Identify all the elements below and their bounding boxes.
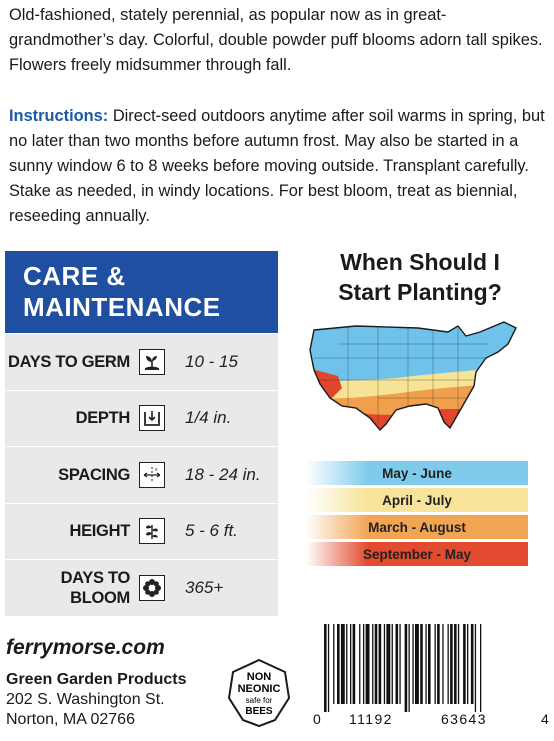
care-row-depth (5, 390, 278, 447)
barcode-bar (372, 624, 373, 704)
barcode-bar (442, 624, 443, 704)
barcode-bar (375, 624, 378, 704)
barcode-bar (435, 624, 436, 704)
barcode-bar (346, 624, 347, 704)
depth-icon (139, 405, 165, 431)
care-row-days-to-bloom (5, 559, 278, 616)
spacing-icon (139, 462, 165, 488)
planting-title-line2: Start Planting? (338, 279, 502, 305)
care-title-line1: CARE & (23, 261, 126, 291)
barcode-bar (458, 624, 459, 704)
care-row-days-to-germ (5, 333, 278, 390)
badge-line4: BEES (245, 706, 273, 717)
barcode-right-digits: 63643 (441, 711, 487, 727)
plant-height-icon (139, 518, 165, 544)
street-address: 202 S. Washington St. (6, 691, 165, 708)
legend-may-june: May - June (306, 461, 528, 485)
legend-september-may: September - May (306, 542, 528, 566)
barcode-bar (450, 624, 453, 704)
care-row-label: DEPTH (75, 409, 130, 428)
barcode-bar (350, 624, 351, 704)
care-row-spacing (5, 446, 278, 503)
svg-text:x: x (155, 466, 158, 473)
care-row-height (5, 503, 278, 560)
barcode-bar (359, 624, 360, 704)
barcode-bar (386, 624, 390, 704)
instructions-paragraph (9, 104, 549, 229)
company-name: Green Garden Products (6, 671, 187, 688)
barcode-bar (454, 624, 457, 704)
barcode-bar (415, 624, 419, 704)
barcode-left-digits: 11192 (349, 711, 393, 727)
barcode-bar (333, 624, 334, 704)
care-maintenance-panel (5, 251, 278, 616)
legend-march-august: March - August (306, 515, 528, 539)
barcode-bar (353, 624, 356, 704)
care-row-value: 365+ (185, 577, 224, 597)
upc-barcode (320, 624, 540, 712)
barcode-bar (467, 624, 468, 704)
care-row-label (5, 568, 130, 608)
barcode-bar (428, 624, 431, 704)
care-row-label: HEIGHT (69, 522, 130, 541)
care-row-value: 10 - 15 (185, 351, 238, 371)
care-panel-title (5, 251, 278, 333)
instructions-label: Instructions: (9, 107, 109, 125)
us-planting-zone-map (308, 318, 520, 444)
barcode-bar (405, 624, 408, 712)
barcode-bar (324, 624, 327, 712)
barcode-bar (437, 624, 440, 704)
product-description: Old-fashioned, stately perennial, as popular now as in great-grandmother’s day. Colorful, double powder puff blooms adorn tall spikes. Flowers freely midsummer through fall. (9, 6, 543, 74)
barcode-bar (480, 624, 481, 712)
barcode-bar (448, 624, 449, 704)
non-neonic-bee-badge (225, 658, 293, 728)
care-row-value: 5 - 6 ft. (185, 521, 238, 541)
barcode-bar (399, 624, 400, 704)
sprout-icon (139, 349, 165, 375)
barcode-bar (463, 624, 466, 704)
barcode-bar (420, 624, 423, 704)
website-link[interactable]: ferrymorse.com (6, 636, 165, 659)
barcode-bar (337, 624, 340, 704)
badge-line1: NON (246, 671, 272, 683)
care-title-line2: MAINTENANCE (23, 292, 221, 322)
legend-april-july: April - July (306, 488, 528, 512)
planting-title-line1: When Should I (340, 249, 500, 275)
badge-line3: safe for (245, 696, 273, 705)
barcode-bar (475, 624, 476, 712)
barcode-last-digit: 4 (541, 711, 551, 727)
barcode-bar (396, 624, 399, 704)
city-state-zip: Norton, MA 02766 (6, 711, 135, 728)
barcode-first-digit: 0 (313, 711, 323, 727)
barcode-bar (379, 624, 382, 704)
care-row-value: 18 - 24 in. (185, 464, 261, 484)
badge-line2: NEONIC (237, 683, 281, 695)
barcode-bar (471, 624, 474, 704)
flower-icon (139, 575, 165, 601)
barcode-bar (366, 624, 370, 704)
care-row-label: SPACING (58, 465, 130, 484)
barcode-bar (412, 624, 413, 704)
barcode-bar (392, 624, 393, 704)
care-row-label-line1: DAYS TO (60, 568, 130, 587)
company-address (6, 670, 187, 730)
barcode-bar (425, 624, 426, 704)
barcode-bar (341, 624, 345, 704)
care-row-label-line2: BLOOM (70, 588, 130, 607)
care-row-label: DAYS TO GERM (7, 352, 130, 371)
barcode-bar (384, 624, 385, 704)
barcode-bar (363, 624, 364, 704)
instructions-text: Direct-seed outdoors anytime after soil warms in spring, but no later than two months before autumn frost. May also be started in a sunny window 6 to 8 weeks before moving outside. Transplant carefully. Stake as needed, in windy locations. For best bloom, treat as biennial, reseeding annually. (9, 107, 545, 225)
care-row-value: 1/4 in. (185, 408, 232, 428)
barcode-bar (328, 624, 329, 712)
planting-map-title (300, 247, 540, 307)
barcode-bar (409, 624, 410, 712)
